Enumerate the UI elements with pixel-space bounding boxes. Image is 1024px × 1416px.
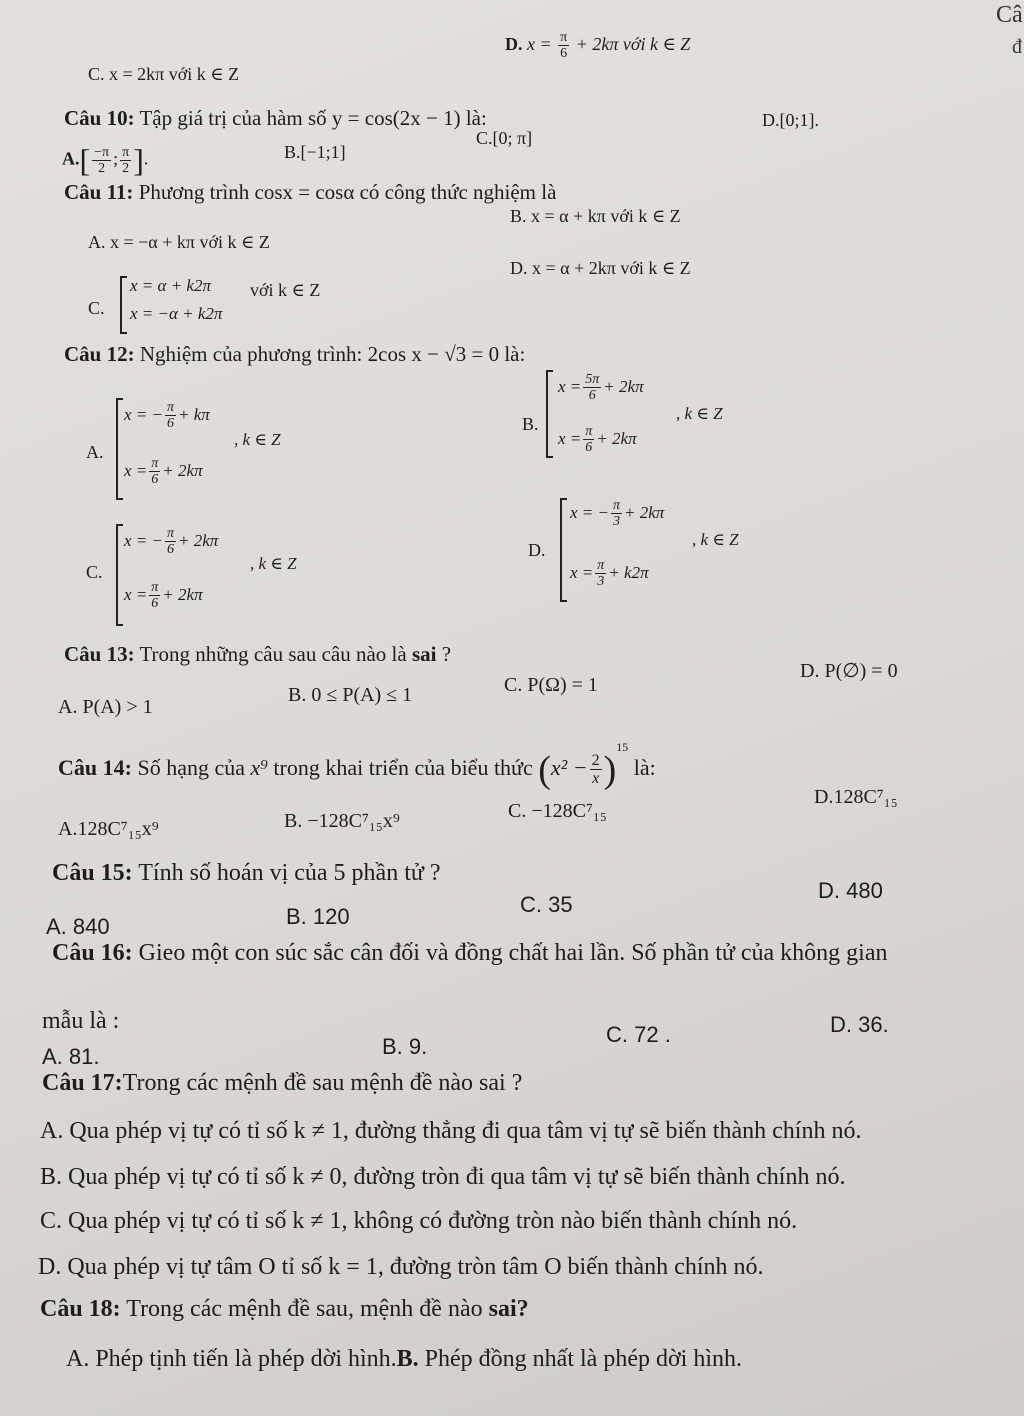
q12-option-b-line1: x = $\frac{5\pi}{6}$ + 2kπ: [558, 372, 644, 404]
q12-option-c-line1: x = − $\frac{\pi}{6}$ + 2kπ: [124, 526, 219, 558]
q12-option-c-bracket: [116, 524, 118, 626]
q14-option-b[interactable]: B. −128C⁷₁₅x⁹: [284, 810, 400, 832]
q11-option-c-line1: x = α + k2π: [130, 276, 211, 295]
q10-question: Câu 10: Tập giá trị của hàm số y = cos(2x − 1) là:: [64, 106, 487, 130]
q17-option-c[interactable]: C. Qua phép vị tự có tỉ số k ≠ 1, không có đường tròn nào biến thành chính nó.: [40, 1208, 798, 1234]
q12-option-d-label[interactable]: D.: [528, 540, 546, 560]
q18-options[interactable]: A. Phép tịnh tiến là phép dời hình.B. Phép đồng nhất là phép dời hình.: [66, 1346, 742, 1372]
q16-question-line2: mẫu là :: [42, 1008, 120, 1034]
corner-text-a: Câ: [996, 2, 1023, 28]
q11-option-a[interactable]: A. x = −α + kπ với k ∈ Z: [88, 232, 270, 252]
q15-option-c[interactable]: C. 35: [520, 892, 573, 917]
q16-option-a[interactable]: A. 81.: [42, 1044, 100, 1069]
q13-option-c[interactable]: C. P(Ω) = 1: [504, 674, 598, 696]
q12-question: Câu 12: Nghiệm của phương trình: 2cos x − √3 = 0 là:: [64, 342, 526, 366]
q12-option-d-tail: , k ∈ Z: [692, 530, 739, 549]
q13-option-a[interactable]: A. P(A) > 1: [58, 696, 153, 718]
q9-option-d[interactable]: D. x = $\frac{\pi}{6}$ + 2kπ với k ∈ Z: [505, 30, 691, 62]
q16-option-d[interactable]: D. 36.: [830, 1012, 889, 1037]
q18-question: Câu 18: Trong các mệnh đề sau, mệnh đề nào sai?: [40, 1296, 529, 1322]
q14-option-a[interactable]: A.128C⁷₁₅x⁹: [58, 818, 159, 840]
q12-option-d-line1: x = − $\frac{\pi}{3}$ + 2kπ: [570, 498, 665, 530]
q12-option-a-line2: x = $\frac{\pi}{6}$ + 2kπ: [124, 456, 203, 488]
q12-option-b-tail: , k ∈ Z: [676, 404, 723, 423]
q11-option-c-line2: x = −α + k2π: [130, 304, 223, 323]
q15-question: Câu 15: Tính số hoán vị của 5 phần tử ?: [52, 860, 441, 886]
q17-question: Câu 17:Trong các mệnh đề sau mệnh đề nào sai ?: [42, 1070, 523, 1096]
q10-option-a[interactable]: A.[ $\frac{-\pi}{2}$ ; $\frac{\pi}{2}$ ].: [62, 142, 149, 178]
q16-option-b[interactable]: B. 9.: [382, 1034, 428, 1059]
corner-text-b: đ: [1012, 36, 1022, 58]
q11-option-c-tail: với k ∈ Z: [250, 280, 321, 300]
q15-option-a[interactable]: A. 840: [46, 914, 110, 939]
q18-option-b[interactable]: Phép đồng nhất là phép dời hình.: [424, 1346, 742, 1372]
q12-option-a-tail: , k ∈ Z: [234, 430, 281, 449]
q11-question: Câu 11: Phương trình cosx = cosα có công thức nghiệm là: [64, 180, 557, 204]
q17-option-a[interactable]: A. Qua phép vị tự có tỉ số k ≠ 1, đường thẳng đi qua tâm vị tự sẽ biến thành chính nó.: [40, 1118, 862, 1144]
q12-option-a-line1: x = − $\frac{\pi}{6}$ + kπ: [124, 400, 210, 432]
q12-option-c-line2: x = $\frac{\pi}{6}$ + 2kπ: [124, 580, 203, 612]
q11-option-d[interactable]: D. x = α + 2kπ với k ∈ Z: [510, 258, 691, 278]
q12-option-a-label[interactable]: A.: [86, 442, 104, 462]
q11-option-c-label[interactable]: C.: [88, 298, 105, 318]
q12-option-c-tail: , k ∈ Z: [250, 554, 297, 573]
q12-option-b-line2: x = $\frac{\pi}{6}$ + 2kπ: [558, 424, 637, 456]
q15-option-b[interactable]: B. 120: [286, 904, 350, 929]
q10-option-d[interactable]: D.[0;1].: [762, 110, 819, 130]
q10-option-c[interactable]: C.[0; π]: [476, 128, 533, 148]
q12-option-b-bracket: [546, 370, 548, 458]
q17-option-b[interactable]: B. Qua phép vị tự có tỉ số k ≠ 0, đường tròn đi qua tâm vị tự sẽ biến thành chính nó.: [40, 1164, 846, 1190]
q13-option-d[interactable]: D. P(∅) = 0: [800, 660, 898, 682]
q17-option-d[interactable]: D. Qua phép vị tự tâm O tỉ số k = 1, đường tròn tâm O biến thành chính nó.: [38, 1254, 764, 1280]
q12-option-b-label[interactable]: B.: [522, 414, 539, 434]
q10-option-b[interactable]: B.[−1;1]: [284, 142, 346, 162]
q12-option-a-bracket: [116, 398, 118, 500]
q14-option-d[interactable]: D.128C⁷₁₅: [814, 786, 898, 808]
q12-option-c-label[interactable]: C.: [86, 562, 103, 582]
q9-option-c[interactable]: C. x = 2kπ với k ∈ Z: [88, 64, 240, 84]
q16-option-c[interactable]: C. 72 .: [606, 1022, 671, 1047]
q11-option-c-bracket: [120, 276, 122, 334]
q13-option-b[interactable]: B. 0 ≤ P(A) ≤ 1: [288, 684, 413, 706]
q18-option-a[interactable]: A. Phép tịnh tiến là phép dời hình.: [66, 1346, 397, 1372]
q14-question: Câu 14: Số hạng của x⁹ trong khai triển của biểu thức (x² − $\frac{2}{x}$ )$^{15}$ là:: [58, 740, 656, 791]
q11-option-b[interactable]: B. x = α + kπ với k ∈ Z: [510, 206, 681, 226]
q12-option-d-bracket: [560, 498, 562, 602]
q15-option-d[interactable]: D. 480: [818, 878, 883, 903]
q14-option-c[interactable]: C. −128C⁷₁₅: [508, 800, 607, 822]
q16-question-line1: Câu 16: Gieo một con súc sắc cân đối và đồng chất hai lần. Số phần tử của không gian: [52, 940, 888, 966]
q13-question: Câu 13: Trong những câu sau câu nào là sai ?: [64, 642, 452, 666]
q12-option-d-line2: x = $\frac{\pi}{3}$ + k2π: [570, 558, 649, 590]
